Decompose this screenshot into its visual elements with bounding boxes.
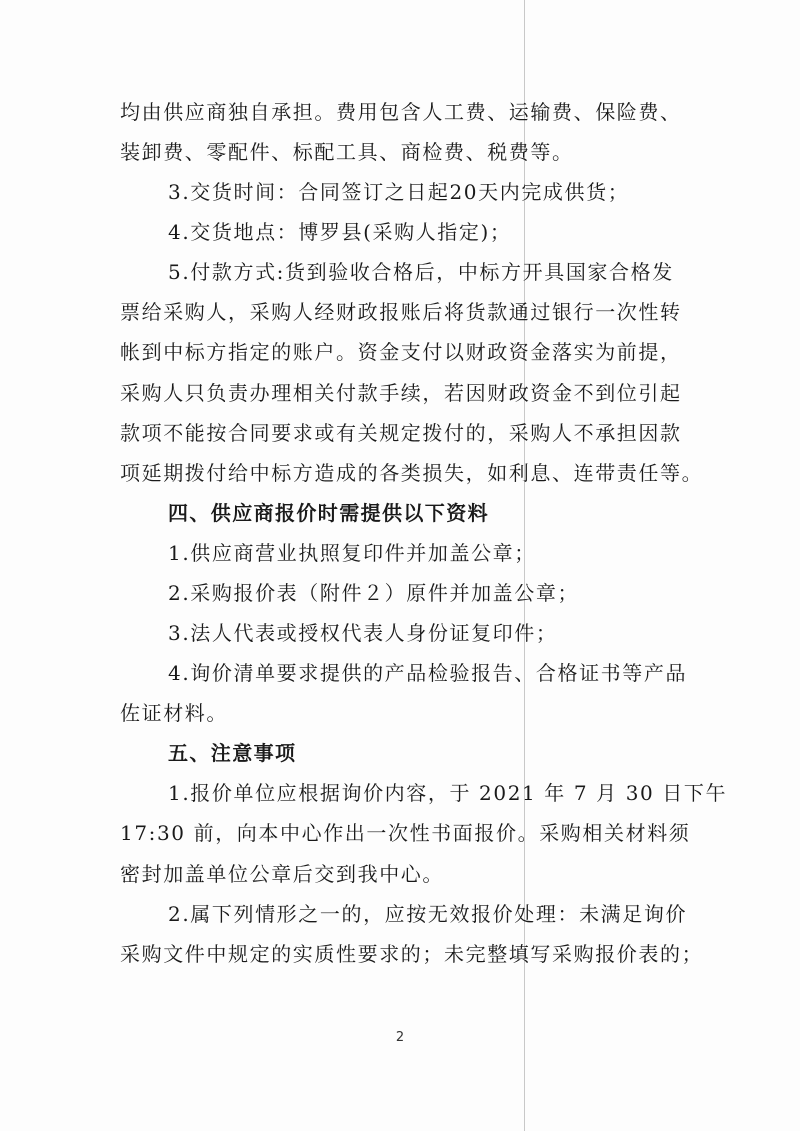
section-heading: 四、供应商报价时需提供以下资料 bbox=[168, 501, 489, 525]
body-line: 帐到中标方指定的账户。资金支付以财政资金落实为前提， bbox=[120, 340, 682, 364]
section-heading: 五、注意事项 bbox=[168, 741, 297, 765]
body-line: 2.属下列情形之一的，应按无效报价处理：未满足询价 bbox=[168, 902, 688, 926]
body-line: 1.报价单位应根据询价内容，于 2021 年 7 月 30 日下午 bbox=[168, 781, 728, 805]
body-line: 3.交货时间：合同签订之日起20天内完成供货； bbox=[168, 180, 630, 204]
body-line: 4.交货地点：博罗县(采购人指定)； bbox=[168, 220, 512, 244]
body-line: 项延期拨付给中标方造成的各类损失，如利息、连带责任等。 bbox=[120, 461, 704, 485]
body-line: 均由供应商独自承担。费用包含人工费、运输费、保险费、 bbox=[120, 100, 682, 124]
body-line: 4.询价清单要求提供的产品检验报告、合格证书等产品 bbox=[168, 661, 688, 685]
body-line: 款项不能按合同要求或有关规定拨付的，采购人不承担因款 bbox=[120, 421, 682, 445]
body-line: 票给采购人，采购人经财政报账后将货款通过银行一次性转 bbox=[120, 300, 682, 324]
body-line: 3.法人代表或授权代表人身份证复印件； bbox=[168, 621, 558, 645]
body-line: 密封加盖单位公章后交到我中心。 bbox=[120, 862, 444, 886]
page-number: 2 bbox=[395, 1030, 405, 1045]
body-line: 2.采购报价表（附件２）原件并加盖公章； bbox=[168, 581, 580, 605]
body-line: 5.付款方式:货到验收合格后，中标方开具国家合格发 bbox=[168, 260, 674, 284]
body-line: 装卸费、零配件、标配工具、商检费、税费等。 bbox=[120, 140, 574, 164]
body-line: 佐证材料。 bbox=[120, 701, 228, 725]
body-line: 1.供应商营业执照复印件并加盖公章； bbox=[168, 541, 536, 565]
body-line: 17:30 前，向本中心作出一次性书面报价。采购相关材料须 bbox=[120, 821, 691, 845]
body-line: 采购文件中规定的实质性要求的；未完整填写采购报价表的； bbox=[120, 942, 704, 966]
body-line: 采购人只负责办理相关付款手续，若因财政资金不到位引起 bbox=[120, 381, 682, 405]
